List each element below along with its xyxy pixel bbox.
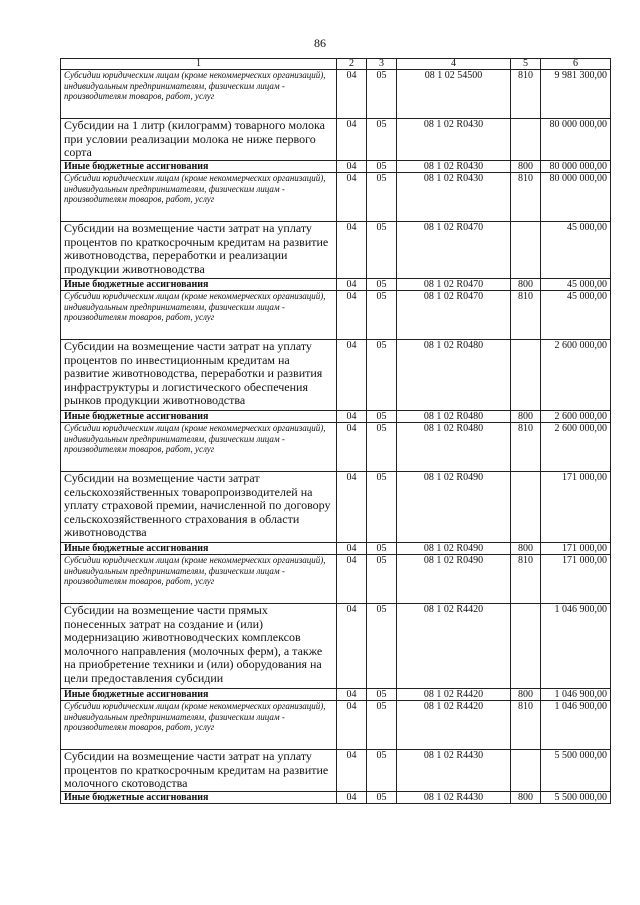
section-code-cell: 04 [337, 543, 367, 555]
row-name-cell: Субсидии на возмещение части прямых понесенных затрат на создание и (или) модернизацию животноводческих комплексов молочного направления (молочных ферм), а также на приобретение техники и (или) оборудования на цели предоставления субсидии [61, 604, 337, 689]
section-code-cell: 04 [337, 750, 367, 792]
expense-type-cell: 800 [511, 689, 541, 701]
target-item-cell: 08 1 02 R0490 [397, 472, 511, 543]
row-name-cell: Субсидии юридическим лицам (кроме некоммерческих организаций), индивидуальным предпринимателям, физическим лицам - производителям товаров, работ, услуг [61, 173, 337, 222]
expense-type-cell: 800 [511, 792, 541, 804]
subsection-code-cell: 05 [367, 119, 397, 161]
budget-table-body [61, 59, 611, 804]
subsection-code-cell: 05 [367, 161, 397, 173]
amount-cell: 45 000,00 [541, 291, 611, 340]
detail-row [61, 173, 611, 222]
target-item-cell: 08 1 02 R0430 [397, 161, 511, 173]
amount-cell: 80 000 000,00 [541, 119, 611, 161]
header-row [61, 59, 611, 70]
page-number: 86 [314, 36, 326, 50]
header-cell-4: 4 [397, 59, 511, 70]
target-item-cell: 08 1 02 R0470 [397, 222, 511, 279]
header-cell-1: 1 [61, 59, 337, 70]
amount-cell: 2 600 000,00 [541, 411, 611, 423]
expense-type-cell [511, 340, 541, 411]
amount-cell: 5 500 000,00 [541, 750, 611, 792]
target-item-cell: 08 1 02 R4420 [397, 701, 511, 750]
subtotal-row [61, 411, 611, 423]
header-cell-6: 6 [541, 59, 611, 70]
expense-type-cell: 810 [511, 291, 541, 340]
target-item-cell: 08 1 02 R0480 [397, 411, 511, 423]
row-name-cell: Субсидии юридическим лицам (кроме некоммерческих организаций), индивидуальным предпринимателям, физическим лицам - производителям товаров, работ, услуг [61, 555, 337, 604]
detail-row [61, 701, 611, 750]
subsection-code-cell: 05 [367, 173, 397, 222]
row-name-cell: Иные бюджетные ассигнования [61, 411, 337, 423]
expense-type-cell: 800 [511, 161, 541, 173]
subsection-code-cell: 05 [367, 555, 397, 604]
section-code-cell: 04 [337, 689, 367, 701]
row-name-cell: Иные бюджетные ассигнования [61, 689, 337, 701]
row-name-cell: Субсидии на возмещение части затрат на уплату процентов по краткосрочным кредитам на развитие животноводства, переработки и реализации продукции животноводства [61, 222, 337, 279]
row-name-cell: Субсидии на возмещение части затрат сельскохозяйственных товаропроизводителей на уплату страховой премии, начисленной по договору сельскохозяйственного страхования в области животноводства [61, 472, 337, 543]
target-item-cell: 08 1 02 R0480 [397, 340, 511, 411]
section-code-cell: 04 [337, 423, 367, 472]
section-code-cell: 04 [337, 161, 367, 173]
subsection-code-cell: 05 [367, 222, 397, 279]
subsection-code-cell: 05 [367, 340, 397, 411]
subsection-code-cell: 05 [367, 411, 397, 423]
subsection-code-cell: 05 [367, 701, 397, 750]
section-code-cell: 04 [337, 279, 367, 291]
detail-row [61, 423, 611, 472]
expense-type-cell [511, 472, 541, 543]
program-row [61, 604, 611, 689]
amount-cell: 80 000 000,00 [541, 161, 611, 173]
section-code-cell: 04 [337, 555, 367, 604]
row-name-cell: Иные бюджетные ассигнования [61, 792, 337, 804]
section-code-cell: 04 [337, 792, 367, 804]
section-code-cell: 04 [337, 340, 367, 411]
row-name-cell: Субсидии на возмещение части затрат на уплату процентов по краткосрочным кредитам на развитие молочного скотоводства [61, 750, 337, 792]
subtotal-row [61, 279, 611, 291]
row-name-cell: Субсидии юридическим лицам (кроме некоммерческих организаций), индивидуальным предпринимателям, физическим лицам - производителям товаров, работ, услуг [61, 291, 337, 340]
program-row [61, 472, 611, 543]
row-name-cell: Субсидии юридическим лицам (кроме некоммерческих организаций), индивидуальным предпринимателям, физическим лицам - производителям товаров, работ, услуг [61, 701, 337, 750]
section-code-cell: 04 [337, 222, 367, 279]
subtotal-row [61, 543, 611, 555]
program-row [61, 222, 611, 279]
expense-type-cell: 800 [511, 543, 541, 555]
expense-type-cell [511, 750, 541, 792]
amount-cell: 1 046 900,00 [541, 604, 611, 689]
row-name-cell: Субсидии на 1 литр (килограмм) товарного молока при условии реализации молока не ниже первого сорта [61, 119, 337, 161]
expense-type-cell: 810 [511, 173, 541, 222]
target-item-cell: 08 1 02 R4430 [397, 750, 511, 792]
row-name-cell: Иные бюджетные ассигнования [61, 543, 337, 555]
section-code-cell: 04 [337, 411, 367, 423]
section-code-cell: 04 [337, 173, 367, 222]
target-item-cell: 08 1 02 54500 [397, 70, 511, 119]
section-code-cell: 04 [337, 701, 367, 750]
target-item-cell: 08 1 02 R0470 [397, 291, 511, 340]
header-cell-3: 3 [367, 59, 397, 70]
amount-cell: 1 046 900,00 [541, 689, 611, 701]
amount-cell: 9 981 300,00 [541, 70, 611, 119]
expense-type-cell: 800 [511, 279, 541, 291]
subtotal-row [61, 689, 611, 701]
subsection-code-cell: 05 [367, 70, 397, 119]
expense-type-cell: 810 [511, 701, 541, 750]
program-row [61, 119, 611, 161]
amount-cell: 80 000 000,00 [541, 173, 611, 222]
target-item-cell: 08 1 02 R0430 [397, 173, 511, 222]
amount-cell: 2 600 000,00 [541, 340, 611, 411]
subsection-code-cell: 05 [367, 423, 397, 472]
subsection-code-cell: 05 [367, 689, 397, 701]
expense-type-cell: 810 [511, 423, 541, 472]
expense-type-cell [511, 119, 541, 161]
row-name-cell: Иные бюджетные ассигнования [61, 279, 337, 291]
expense-type-cell [511, 604, 541, 689]
row-name-cell: Иные бюджетные ассигнования [61, 161, 337, 173]
target-item-cell: 08 1 02 R0430 [397, 119, 511, 161]
detail-row [61, 555, 611, 604]
target-item-cell: 08 1 02 R4420 [397, 604, 511, 689]
expense-type-cell: 800 [511, 411, 541, 423]
expense-type-cell [511, 222, 541, 279]
subsection-code-cell: 05 [367, 543, 397, 555]
amount-cell: 45 000,00 [541, 222, 611, 279]
detail-row [61, 291, 611, 340]
section-code-cell: 04 [337, 472, 367, 543]
amount-cell: 171 000,00 [541, 543, 611, 555]
amount-cell: 1 046 900,00 [541, 701, 611, 750]
section-code-cell: 04 [337, 119, 367, 161]
section-code-cell: 04 [337, 604, 367, 689]
subtotal-row [61, 792, 611, 804]
budget-table [60, 58, 611, 804]
amount-cell: 5 500 000,00 [541, 792, 611, 804]
amount-cell: 171 000,00 [541, 472, 611, 543]
target-item-cell: 08 1 02 R0490 [397, 555, 511, 604]
target-item-cell: 08 1 02 R0480 [397, 423, 511, 472]
subtotal-row [61, 161, 611, 173]
section-code-cell: 04 [337, 70, 367, 119]
row-name-cell: Субсидии юридическим лицам (кроме некоммерческих организаций), индивидуальным предпринимателям, физическим лицам - производителям товаров, работ, услуг [61, 70, 337, 119]
subsection-code-cell: 05 [367, 279, 397, 291]
subsection-code-cell: 05 [367, 291, 397, 340]
subsection-code-cell: 05 [367, 750, 397, 792]
header-cell-5: 5 [511, 59, 541, 70]
amount-cell: 2 600 000,00 [541, 423, 611, 472]
subsection-code-cell: 05 [367, 604, 397, 689]
header-cell-2: 2 [337, 59, 367, 70]
target-item-cell: 08 1 02 R4430 [397, 792, 511, 804]
subsection-code-cell: 05 [367, 472, 397, 543]
subsection-code-cell: 05 [367, 792, 397, 804]
expense-type-cell: 810 [511, 70, 541, 119]
amount-cell: 171 000,00 [541, 555, 611, 604]
row-name-cell: Субсидии юридическим лицам (кроме некоммерческих организаций), индивидуальным предпринимателям, физическим лицам - производителям товаров, работ, услуг [61, 423, 337, 472]
target-item-cell: 08 1 02 R4420 [397, 689, 511, 701]
target-item-cell: 08 1 02 R0490 [397, 543, 511, 555]
program-row [61, 750, 611, 792]
target-item-cell: 08 1 02 R0470 [397, 279, 511, 291]
row-name-cell: Субсидии на возмещение части затрат на уплату процентов по инвестиционным кредитам на развитие животноводства, переработки и развития инфраструктуры и логистического обеспечения рынков продукции животноводства [61, 340, 337, 411]
detail-row [61, 70, 611, 119]
program-row [61, 340, 611, 411]
section-code-cell: 04 [337, 291, 367, 340]
expense-type-cell: 810 [511, 555, 541, 604]
amount-cell: 45 000,00 [541, 279, 611, 291]
